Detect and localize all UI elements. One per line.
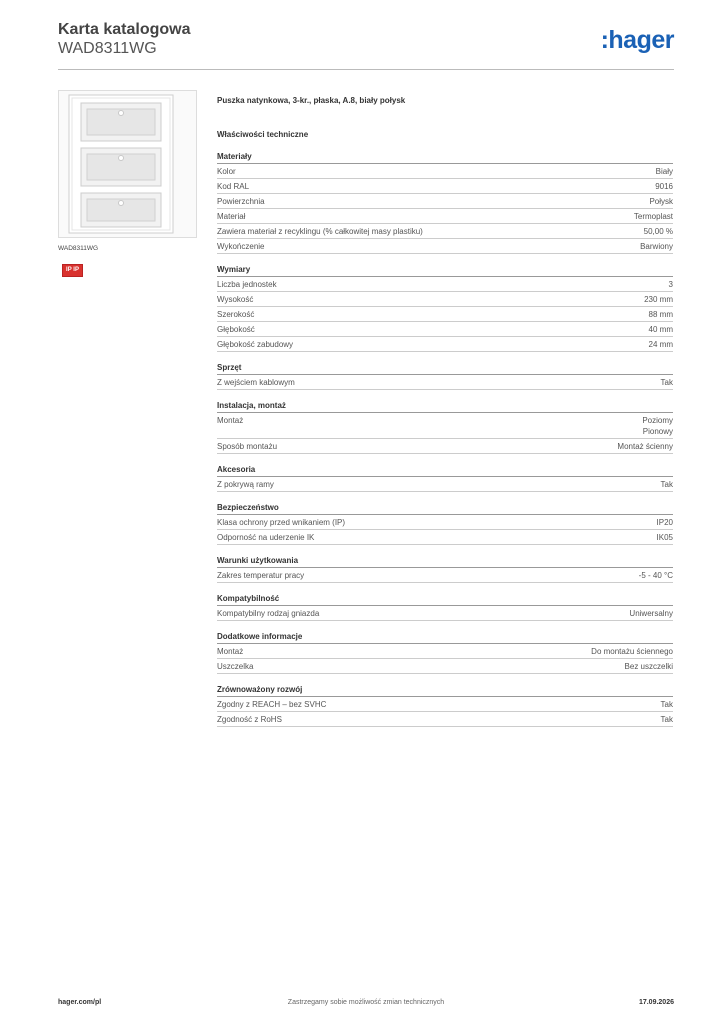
section-title: Dodatkowe informacje xyxy=(217,632,673,644)
spec-label: Liczba jednostek xyxy=(217,280,277,289)
spec-label: Montaż xyxy=(217,647,244,656)
spec-label: Zgodność z RoHS xyxy=(217,715,282,724)
spec-row xyxy=(217,224,673,239)
spec-row xyxy=(217,194,673,209)
section-title: Bezpieczeństwo xyxy=(217,503,673,515)
section-title: Wymiary xyxy=(217,265,673,277)
footer-website[interactable]: hager.com/pl xyxy=(58,999,102,1006)
spec-row xyxy=(217,413,673,439)
spec-value: IP20 xyxy=(656,518,673,527)
spec-value: 9016 xyxy=(655,182,673,191)
hager-logo xyxy=(601,26,674,55)
spec-value: 230 mm xyxy=(644,295,673,304)
spec-section xyxy=(217,465,673,492)
spec-label: Wykończenie xyxy=(217,242,265,251)
spec-row xyxy=(217,515,673,530)
spec-row xyxy=(217,292,673,307)
spec-label: Odporność na uderzenie IK xyxy=(217,533,315,542)
spec-section xyxy=(217,632,673,674)
spec-row xyxy=(217,606,673,621)
image-caption: WAD8311WG xyxy=(58,245,99,252)
spec-label: Montaż xyxy=(217,416,244,425)
spec-value: Poziomy Pionowy xyxy=(642,416,673,436)
spec-row xyxy=(217,337,673,352)
spec-label: Kod RAL xyxy=(217,182,250,191)
section-title: Materiały xyxy=(217,152,673,164)
spec-section xyxy=(217,363,673,390)
spec-row xyxy=(217,477,673,492)
spec-label: Szerokość xyxy=(217,310,255,319)
spec-row xyxy=(217,439,673,454)
spec-section xyxy=(217,685,673,727)
spec-section xyxy=(217,265,673,352)
spec-label: Z wejściem kablowym xyxy=(217,378,295,387)
spec-value: Do montażu ściennego xyxy=(591,647,673,656)
spec-value: 40 mm xyxy=(648,325,673,334)
spec-value: IK05 xyxy=(656,533,673,542)
footer-date: 17.09.2026 xyxy=(638,999,674,1006)
spec-content xyxy=(217,96,673,738)
spec-row xyxy=(217,307,673,322)
spec-value: Połysk xyxy=(649,197,673,206)
spec-label: Zawiera materiał z recyklingu (% całkowitej masy plastiku) xyxy=(217,227,423,236)
ip-rating-icon: IP IP xyxy=(62,264,83,277)
spec-row xyxy=(217,375,673,390)
spec-section xyxy=(217,503,673,545)
spec-value: Tak xyxy=(660,715,673,724)
logo-mark-icon: : xyxy=(600,26,609,54)
spec-row xyxy=(217,164,673,179)
spec-value: Barwiony xyxy=(640,242,673,251)
section-title: Akcesoria xyxy=(217,465,673,477)
spec-label: Wysokość xyxy=(217,295,254,304)
spec-label: Zakres temperatur pracy xyxy=(217,571,305,580)
spec-row xyxy=(217,530,673,545)
spec-row xyxy=(217,712,673,727)
spec-row xyxy=(217,239,673,254)
spec-row xyxy=(217,179,673,194)
spec-value: Tak xyxy=(660,480,673,489)
spec-value: 88 mm xyxy=(648,310,673,319)
spec-row xyxy=(217,209,673,224)
spec-value: 24 mm xyxy=(648,340,673,349)
spec-label: Sposób montażu xyxy=(217,442,278,451)
section-title: Instalacja, montaż xyxy=(217,401,673,413)
spec-value: 50,00 % xyxy=(643,227,673,236)
spec-value: Bez uszczelki xyxy=(624,662,673,671)
product-code: WAD8311WG xyxy=(58,40,157,57)
product-image xyxy=(58,90,197,238)
spec-section xyxy=(217,594,673,621)
spec-label: Głębokość zabudowy xyxy=(217,340,294,349)
product-description: Puszka natynkowa, 3-kr., płaska, A.8, biały połysk xyxy=(217,96,406,105)
spec-value: Biały xyxy=(655,167,673,176)
spec-row xyxy=(217,568,673,583)
logo-text: hager xyxy=(608,26,674,54)
spec-label: Uszczelka xyxy=(217,662,254,671)
spec-label: Materiał xyxy=(217,212,246,221)
spec-value: Montaż ścienny xyxy=(617,442,673,451)
section-title: Kompatybilność xyxy=(217,594,673,606)
wall-box-icon xyxy=(59,91,196,237)
spec-value: Tak xyxy=(660,700,673,709)
spec-label: Kolor xyxy=(217,167,236,176)
spec-label: Zgodny z REACH – bez SVHC xyxy=(217,700,327,709)
spec-value: Uniwersalny xyxy=(629,609,673,618)
spec-value: -5 - 40 °C xyxy=(638,571,673,580)
header-divider xyxy=(58,69,674,70)
spec-section xyxy=(217,556,673,583)
spec-label: Głębokość xyxy=(217,325,255,334)
spec-label: Kompatybilny rodzaj gniazda xyxy=(217,609,320,618)
page-header xyxy=(58,20,674,58)
spec-row xyxy=(217,322,673,337)
spec-row xyxy=(217,644,673,659)
spec-row xyxy=(217,697,673,712)
spec-value: 3 xyxy=(668,280,673,289)
spec-row xyxy=(217,659,673,674)
document-title: Karta katalogowa xyxy=(58,21,191,38)
spec-label: Klasa ochrony przed wnikaniem (IP) xyxy=(217,518,346,527)
technical-properties-heading: Właściwości techniczne xyxy=(217,130,309,139)
spec-sections xyxy=(217,152,673,727)
spec-section xyxy=(217,152,673,254)
spec-label: Powierzchnia xyxy=(217,197,265,206)
spec-section xyxy=(217,401,673,454)
footer-note: Zastrzegamy sobie możliwość zmian technicznych xyxy=(287,999,445,1006)
spec-value: Termoplast xyxy=(633,212,673,221)
spec-value: Tak xyxy=(660,378,673,387)
spec-row xyxy=(217,277,673,292)
spec-label: Z pokrywą ramy xyxy=(217,480,274,489)
section-title: Sprzęt xyxy=(217,363,673,375)
section-title: Warunki użytkowania xyxy=(217,556,673,568)
section-title: Zrównoważony rozwój xyxy=(217,685,673,697)
